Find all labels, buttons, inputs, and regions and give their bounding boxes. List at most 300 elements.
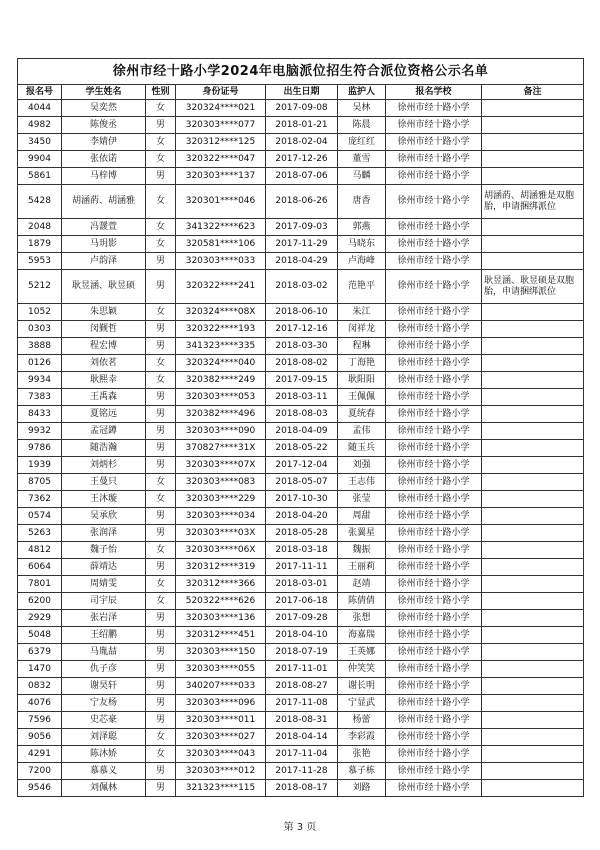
remarks-cell xyxy=(482,474,584,491)
remarks-cell xyxy=(482,406,584,423)
reg-no-cell: 7383 xyxy=(18,389,62,406)
id-number-cell: 320303****229 xyxy=(176,491,266,508)
remarks-cell xyxy=(482,321,584,338)
school-cell: 徐州市经十路小学 xyxy=(386,746,482,763)
guardian-cell: 刘强 xyxy=(338,457,386,474)
school-cell: 徐州市经十路小学 xyxy=(386,644,482,661)
school-cell: 徐州市经十路小学 xyxy=(386,678,482,695)
remarks-cell xyxy=(482,712,584,729)
school-cell: 徐州市经十路小学 xyxy=(386,253,482,270)
id-number-cell: 320382****249 xyxy=(176,372,266,389)
gender-cell: 男 xyxy=(146,763,176,780)
guardian-cell: 赵靖 xyxy=(338,576,386,593)
remarks-cell xyxy=(482,219,584,236)
school-cell: 徐州市经十路小学 xyxy=(386,457,482,474)
gender-cell: 女 xyxy=(146,151,176,168)
gender-cell: 男 xyxy=(146,780,176,797)
guardian-cell: 陈倩倩 xyxy=(338,593,386,610)
guardian-cell: 王丽莉 xyxy=(338,559,386,576)
gender-cell: 男 xyxy=(146,508,176,525)
school-cell: 徐州市经十路小学 xyxy=(386,440,482,457)
student-name-cell: 刘佩林 xyxy=(62,780,146,797)
id-number-cell: 320303****053 xyxy=(176,389,266,406)
reg-no-cell: 3450 xyxy=(18,134,62,151)
header-row xyxy=(18,85,584,100)
student-name-cell: 王曼只 xyxy=(62,474,146,491)
reg-no-cell: 2929 xyxy=(18,610,62,627)
gender-cell: 男 xyxy=(146,610,176,627)
birth-date-cell: 2018-04-20 xyxy=(266,508,338,525)
birth-date-cell: 2018-03-11 xyxy=(266,389,338,406)
roster-body xyxy=(18,100,584,797)
school-cell: 徐州市经十路小学 xyxy=(386,270,482,304)
student-name-cell: 司宇辰 xyxy=(62,593,146,610)
gender-cell: 男 xyxy=(146,168,176,185)
id-number-cell: 320303****136 xyxy=(176,610,266,627)
gender-cell: 男 xyxy=(146,644,176,661)
remarks-cell xyxy=(482,134,584,151)
table-row xyxy=(18,372,584,389)
birth-date-cell: 2018-04-09 xyxy=(266,423,338,440)
guardian-cell: 陈晨 xyxy=(338,117,386,134)
student-name-cell: 刘泽聪 xyxy=(62,729,146,746)
roster-table xyxy=(17,58,584,797)
guardian-cell: 张翼星 xyxy=(338,525,386,542)
school-cell: 徐州市经十路小学 xyxy=(386,372,482,389)
school-cell: 徐州市经十路小学 xyxy=(386,525,482,542)
birth-date-cell: 2017-11-01 xyxy=(266,661,338,678)
school-cell: 徐州市经十路小学 xyxy=(386,695,482,712)
birth-date-cell: 2017-09-08 xyxy=(266,100,338,117)
reg-no-cell: 3888 xyxy=(18,338,62,355)
reg-no-cell: 7596 xyxy=(18,712,62,729)
table-row xyxy=(18,457,584,474)
reg-no-cell: 8433 xyxy=(18,406,62,423)
guardian-cell: 随玉兵 xyxy=(338,440,386,457)
remarks-cell xyxy=(482,559,584,576)
reg-no-cell: 9934 xyxy=(18,372,62,389)
school-cell: 徐州市经十路小学 xyxy=(386,423,482,440)
reg-no-cell: 4982 xyxy=(18,117,62,134)
id-number-cell: 520322****626 xyxy=(176,593,266,610)
id-number-cell: 320312****319 xyxy=(176,559,266,576)
birth-date-cell: 2018-04-10 xyxy=(266,627,338,644)
guardian-cell: 耿阳阳 xyxy=(338,372,386,389)
reg-no-cell: 0832 xyxy=(18,678,62,695)
guardian-cell: 郭燕 xyxy=(338,219,386,236)
birth-date-cell: 2018-01-21 xyxy=(266,117,338,134)
gender-cell: 男 xyxy=(146,627,176,644)
guardian-cell: 李彩霞 xyxy=(338,729,386,746)
remarks-cell xyxy=(482,236,584,253)
birth-date-cell: 2017-09-28 xyxy=(266,610,338,627)
gender-cell: 男 xyxy=(146,338,176,355)
school-cell: 徐州市经十路小学 xyxy=(386,610,482,627)
gender-cell: 女 xyxy=(146,236,176,253)
reg-no-cell: 4812 xyxy=(18,542,62,559)
id-number-cell: 320303****090 xyxy=(176,423,266,440)
reg-no-cell: 5953 xyxy=(18,253,62,270)
gender-cell: 男 xyxy=(146,117,176,134)
guardian-cell: 宁显武 xyxy=(338,695,386,712)
guardian-cell: 王志伟 xyxy=(338,474,386,491)
remarks-cell xyxy=(482,780,584,797)
id-number-cell: 320303****034 xyxy=(176,508,266,525)
reg-no-cell: 5861 xyxy=(18,168,62,185)
reg-no-cell: 4076 xyxy=(18,695,62,712)
table-row xyxy=(18,525,584,542)
student-name-cell: 谢昊轩 xyxy=(62,678,146,695)
reg-no-cell: 1470 xyxy=(18,661,62,678)
student-name-cell: 刘依茗 xyxy=(62,355,146,372)
remarks-cell xyxy=(482,151,584,168)
id-number-cell: 320303****043 xyxy=(176,746,266,763)
student-name-cell: 宁友杨 xyxy=(62,695,146,712)
remarks-cell xyxy=(482,100,584,117)
guardian-cell: 魏振 xyxy=(338,542,386,559)
guardian-cell: 谢长明 xyxy=(338,678,386,695)
birth-date-cell: 2017-12-26 xyxy=(266,151,338,168)
student-name-cell: 胡涵菂、胡涵雅 xyxy=(62,185,146,219)
school-cell: 徐州市经十路小学 xyxy=(386,491,482,508)
birth-date-cell: 2017-11-08 xyxy=(266,695,338,712)
remarks-cell xyxy=(482,423,584,440)
page-number: 第 3 页 xyxy=(283,822,317,833)
reg-no-cell: 5212 xyxy=(18,270,62,304)
table-row xyxy=(18,474,584,491)
remarks-cell xyxy=(482,746,584,763)
id-number-cell: 321323****115 xyxy=(176,780,266,797)
table-row xyxy=(18,780,584,797)
remarks-cell xyxy=(482,304,584,321)
birth-date-cell: 2017-11-11 xyxy=(266,559,338,576)
school-cell: 徐州市经十路小学 xyxy=(386,627,482,644)
table-row xyxy=(18,508,584,525)
guardian-cell: 慕子栋 xyxy=(338,763,386,780)
student-name-cell: 薛靖达 xyxy=(62,559,146,576)
table-row xyxy=(18,678,584,695)
school-cell: 徐州市经十路小学 xyxy=(386,304,482,321)
table-row xyxy=(18,168,584,185)
school-cell: 徐州市经十路小学 xyxy=(386,355,482,372)
reg-no-cell: 9932 xyxy=(18,423,62,440)
guardian-cell: 孟伟 xyxy=(338,423,386,440)
guardian-cell: 王佩佩 xyxy=(338,389,386,406)
remarks-cell xyxy=(482,355,584,372)
school-cell: 徐州市经十路小学 xyxy=(386,236,482,253)
gender-cell: 男 xyxy=(146,457,176,474)
table-row xyxy=(18,100,584,117)
guardian-cell: 范艳平 xyxy=(338,270,386,304)
remarks-cell xyxy=(482,491,584,508)
id-number-cell: 320322****047 xyxy=(176,151,266,168)
school-cell: 徐州市经十路小学 xyxy=(386,712,482,729)
student-name-cell: 张岩泽 xyxy=(62,610,146,627)
remarks-cell xyxy=(482,593,584,610)
gender-cell: 男 xyxy=(146,389,176,406)
reg-no-cell: 9904 xyxy=(18,151,62,168)
table-row xyxy=(18,389,584,406)
gender-cell: 男 xyxy=(146,678,176,695)
header-gender: 性别 xyxy=(146,85,176,100)
school-cell: 徐州市经十路小学 xyxy=(386,321,482,338)
id-number-cell: 320303****03X xyxy=(176,525,266,542)
header-guardian: 监护人 xyxy=(338,85,386,100)
gender-cell: 女 xyxy=(146,729,176,746)
table-row xyxy=(18,423,584,440)
school-cell: 徐州市经十路小学 xyxy=(386,474,482,491)
reg-no-cell: 1052 xyxy=(18,304,62,321)
birth-date-cell: 2018-05-22 xyxy=(266,440,338,457)
table-row xyxy=(18,355,584,372)
header-id-number: 身份证号 xyxy=(176,85,266,100)
school-cell: 徐州市经十路小学 xyxy=(386,100,482,117)
id-number-cell: 320322****193 xyxy=(176,321,266,338)
table-row xyxy=(18,270,584,304)
remarks-cell xyxy=(482,389,584,406)
student-name-cell: 李婧伊 xyxy=(62,134,146,151)
id-number-cell: 320303****077 xyxy=(176,117,266,134)
guardian-cell: 周甜 xyxy=(338,508,386,525)
table-row xyxy=(18,185,584,219)
student-name-cell: 马梓博 xyxy=(62,168,146,185)
table-row xyxy=(18,559,584,576)
birth-date-cell: 2017-11-28 xyxy=(266,763,338,780)
birth-date-cell: 2017-12-16 xyxy=(266,321,338,338)
remarks-cell xyxy=(482,372,584,389)
gender-cell: 女 xyxy=(146,134,176,151)
id-number-cell: 320324****040 xyxy=(176,355,266,372)
guardian-cell: 朱江 xyxy=(338,304,386,321)
reg-no-cell: 4291 xyxy=(18,746,62,763)
guardian-cell: 程琳 xyxy=(338,338,386,355)
birth-date-cell: 2018-08-17 xyxy=(266,780,338,797)
student-name-cell: 耿昱涵、耿昱硕 xyxy=(62,270,146,304)
student-name-cell: 刘炳杉 xyxy=(62,457,146,474)
birth-date-cell: 2018-08-02 xyxy=(266,355,338,372)
table-row xyxy=(18,695,584,712)
table-row xyxy=(18,729,584,746)
birth-date-cell: 2017-11-29 xyxy=(266,236,338,253)
roster-sheet xyxy=(17,58,583,797)
guardian-cell: 张想 xyxy=(338,610,386,627)
school-cell: 徐州市经十路小学 xyxy=(386,661,482,678)
header-remarks: 备注 xyxy=(482,85,584,100)
guardian-cell: 仲笑笑 xyxy=(338,661,386,678)
student-name-cell: 王绍鹏 xyxy=(62,627,146,644)
guardian-cell: 刘路 xyxy=(338,780,386,797)
student-name-cell: 张依诺 xyxy=(62,151,146,168)
reg-no-cell: 8705 xyxy=(18,474,62,491)
guardian-cell: 吴林 xyxy=(338,100,386,117)
table-row xyxy=(18,644,584,661)
header-birth-date: 出生日期 xyxy=(266,85,338,100)
remarks-cell xyxy=(482,253,584,270)
birth-date-cell: 2017-09-15 xyxy=(266,372,338,389)
birth-date-cell: 2017-09-03 xyxy=(266,219,338,236)
table-row xyxy=(18,593,584,610)
birth-date-cell: 2018-03-18 xyxy=(266,542,338,559)
reg-no-cell: 2048 xyxy=(18,219,62,236)
id-number-cell: 320322****241 xyxy=(176,270,266,304)
reg-no-cell: 5263 xyxy=(18,525,62,542)
reg-no-cell: 6379 xyxy=(18,644,62,661)
remarks-cell xyxy=(482,695,584,712)
reg-no-cell: 0126 xyxy=(18,355,62,372)
gender-cell: 女 xyxy=(146,593,176,610)
gender-cell: 男 xyxy=(146,559,176,576)
remarks-cell xyxy=(482,338,584,355)
gender-cell: 男 xyxy=(146,712,176,729)
gender-cell: 男 xyxy=(146,695,176,712)
id-number-cell: 320303****012 xyxy=(176,763,266,780)
student-name-cell: 夏铭远 xyxy=(62,406,146,423)
reg-no-cell: 5428 xyxy=(18,185,62,219)
student-name-cell: 周婧雯 xyxy=(62,576,146,593)
birth-date-cell: 2018-04-29 xyxy=(266,253,338,270)
birth-date-cell: 2018-06-26 xyxy=(266,185,338,219)
table-row xyxy=(18,117,584,134)
remarks-cell xyxy=(482,508,584,525)
gender-cell: 男 xyxy=(146,406,176,423)
gender-cell: 女 xyxy=(146,219,176,236)
id-number-cell: 320303****033 xyxy=(176,253,266,270)
guardian-cell: 马晓东 xyxy=(338,236,386,253)
guardian-cell: 夏统春 xyxy=(338,406,386,423)
id-number-cell: 320312****125 xyxy=(176,134,266,151)
id-number-cell: 340207****033 xyxy=(176,678,266,695)
table-row xyxy=(18,491,584,508)
remarks-cell xyxy=(482,440,584,457)
id-number-cell: 341323****335 xyxy=(176,338,266,355)
school-cell: 徐州市经十路小学 xyxy=(386,338,482,355)
birth-date-cell: 2018-05-28 xyxy=(266,525,338,542)
guardian-cell: 杨蕾 xyxy=(338,712,386,729)
guardian-cell: 海嘉瑞 xyxy=(338,627,386,644)
id-number-cell: 320301****046 xyxy=(176,185,266,219)
id-number-cell: 320303****150 xyxy=(176,644,266,661)
birth-date-cell: 2018-06-10 xyxy=(266,304,338,321)
school-cell: 徐州市经十路小学 xyxy=(386,559,482,576)
school-cell: 徐州市经十路小学 xyxy=(386,185,482,219)
reg-no-cell: 1939 xyxy=(18,457,62,474)
reg-no-cell: 6064 xyxy=(18,559,62,576)
student-name-cell: 孟冠鐏 xyxy=(62,423,146,440)
gender-cell: 女 xyxy=(146,355,176,372)
remarks-cell xyxy=(482,661,584,678)
gender-cell: 女 xyxy=(146,576,176,593)
table-row xyxy=(18,406,584,423)
table-row xyxy=(18,610,584,627)
student-name-cell: 卢韵泽 xyxy=(62,253,146,270)
reg-no-cell: 0574 xyxy=(18,508,62,525)
birth-date-cell: 2018-07-19 xyxy=(266,644,338,661)
school-cell: 徐州市经十路小学 xyxy=(386,406,482,423)
birth-date-cell: 2018-03-01 xyxy=(266,576,338,593)
school-cell: 徐州市经十路小学 xyxy=(386,168,482,185)
birth-date-cell: 2017-10-30 xyxy=(266,491,338,508)
id-number-cell: 320312****366 xyxy=(176,576,266,593)
gender-cell: 男 xyxy=(146,321,176,338)
guardian-cell: 王英娜 xyxy=(338,644,386,661)
birth-date-cell: 2018-08-27 xyxy=(266,678,338,695)
table-row xyxy=(18,304,584,321)
id-number-cell: 320303****137 xyxy=(176,168,266,185)
reg-no-cell: 7200 xyxy=(18,763,62,780)
student-name-cell: 史芯豪 xyxy=(62,712,146,729)
guardian-cell: 张莹 xyxy=(338,491,386,508)
table-row xyxy=(18,253,584,270)
gender-cell: 男 xyxy=(146,440,176,457)
reg-no-cell: 7362 xyxy=(18,491,62,508)
id-number-cell: 320382****496 xyxy=(176,406,266,423)
guardian-cell: 唐香 xyxy=(338,185,386,219)
birth-date-cell: 2017-12-04 xyxy=(266,457,338,474)
remarks-cell xyxy=(482,576,584,593)
student-name-cell: 吴奕然 xyxy=(62,100,146,117)
reg-no-cell: 4044 xyxy=(18,100,62,117)
gender-cell: 男 xyxy=(146,423,176,440)
header-school: 报名学校 xyxy=(386,85,482,100)
birth-date-cell: 2017-11-04 xyxy=(266,746,338,763)
student-name-cell: 魏子怡 xyxy=(62,542,146,559)
id-number-cell: 320324****021 xyxy=(176,100,266,117)
guardian-cell: 闵祥龙 xyxy=(338,321,386,338)
remarks-cell xyxy=(482,525,584,542)
student-name-cell: 闵觐哲 xyxy=(62,321,146,338)
school-cell: 徐州市经十路小学 xyxy=(386,780,482,797)
remarks-cell xyxy=(482,678,584,695)
student-name-cell: 冯靉萱 xyxy=(62,219,146,236)
guardian-cell: 董雪 xyxy=(338,151,386,168)
reg-no-cell: 9786 xyxy=(18,440,62,457)
school-cell: 徐州市经十路小学 xyxy=(386,576,482,593)
gender-cell: 男 xyxy=(146,661,176,678)
school-cell: 徐州市经十路小学 xyxy=(386,117,482,134)
remarks-cell xyxy=(482,729,584,746)
birth-date-cell: 2018-08-03 xyxy=(266,406,338,423)
gender-cell: 女 xyxy=(146,372,176,389)
guardian-cell: 丁海艳 xyxy=(338,355,386,372)
table-row xyxy=(18,219,584,236)
id-number-cell: 320303****027 xyxy=(176,729,266,746)
birth-date-cell: 2018-03-30 xyxy=(266,338,338,355)
school-cell: 徐州市经十路小学 xyxy=(386,763,482,780)
id-number-cell: 320303****083 xyxy=(176,474,266,491)
header-student-name: 学生姓名 xyxy=(62,85,146,100)
birth-date-cell: 2018-07-06 xyxy=(266,168,338,185)
remarks-cell: 胡涵菂、胡涵雅是双胞胎，申请捆绑派位 xyxy=(482,185,584,219)
guardian-cell: 庞红红 xyxy=(338,134,386,151)
id-number-cell: 320303****06X xyxy=(176,542,266,559)
table-row xyxy=(18,151,584,168)
student-name-cell: 耿熙幸 xyxy=(62,372,146,389)
gender-cell: 女 xyxy=(146,185,176,219)
remarks-cell: 耿昱涵、耿昱硕是双胞胎，申请捆绑派位 xyxy=(482,270,584,304)
birth-date-cell: 2018-08-31 xyxy=(266,712,338,729)
remarks-cell xyxy=(482,644,584,661)
birth-date-cell: 2017-06-18 xyxy=(266,593,338,610)
school-cell: 徐州市经十路小学 xyxy=(386,151,482,168)
reg-no-cell: 6200 xyxy=(18,593,62,610)
birth-date-cell: 2018-02-04 xyxy=(266,134,338,151)
student-name-cell: 张润泽 xyxy=(62,525,146,542)
remarks-cell xyxy=(482,117,584,134)
table-row xyxy=(18,712,584,729)
remarks-cell xyxy=(482,610,584,627)
guardian-cell: 马麟 xyxy=(338,168,386,185)
id-number-cell: 341322****623 xyxy=(176,219,266,236)
